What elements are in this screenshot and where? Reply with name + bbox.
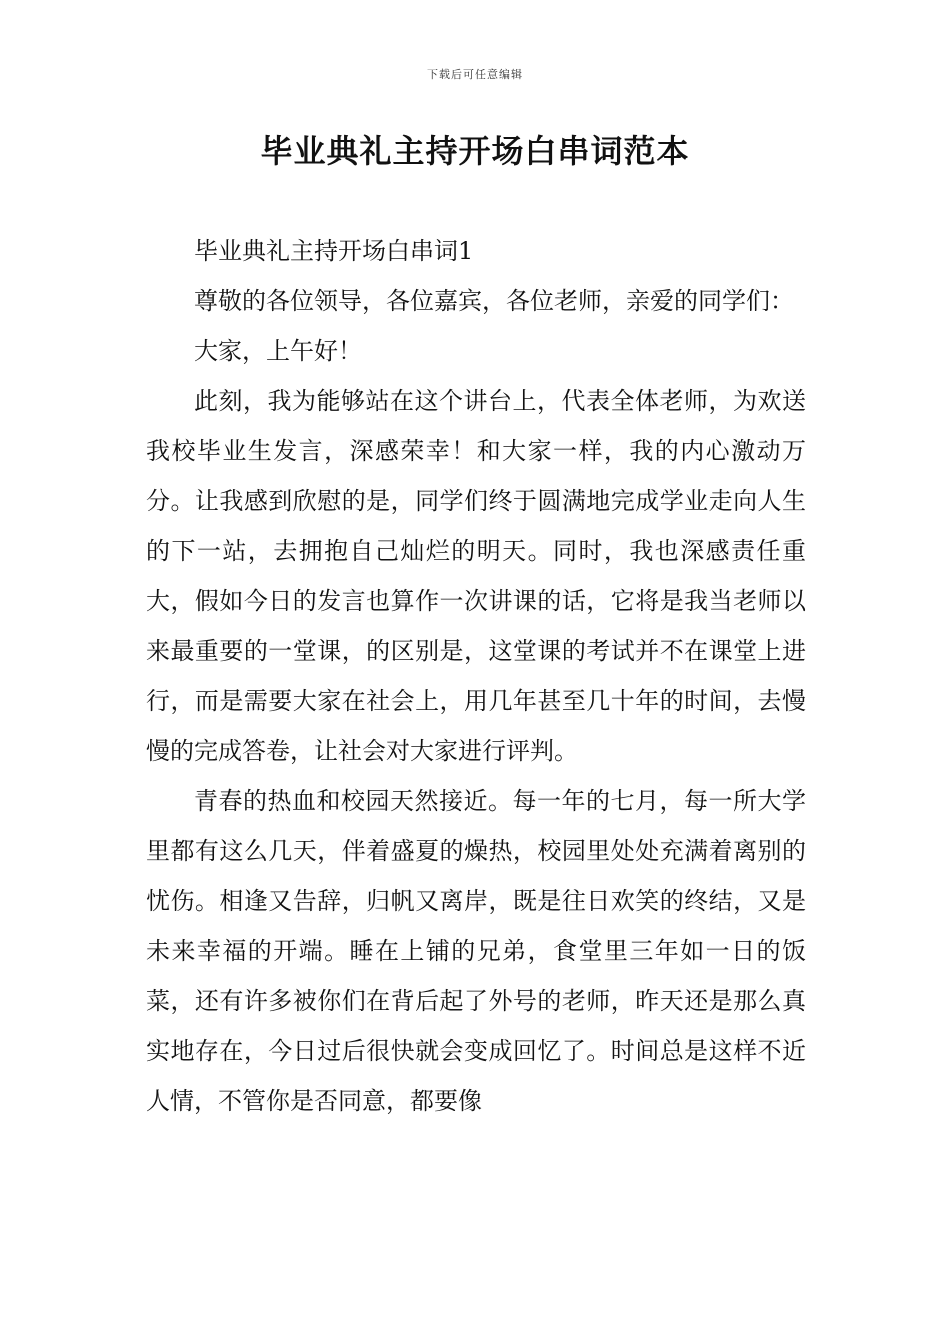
header-note: 下载后可任意编辑	[427, 68, 523, 81]
paragraph-subtitle: 毕业典礼主持开场白串词1	[194, 237, 474, 265]
paragraph-body-2: 青春的热血和校园天然接近。每一年的七月，每一所大学里都有这么几天，伴着盛夏的燥热，校园里处处充满着离别的忧伤。相逢又告辞，归帆又离岸，既是往日欢笑的终结，又是未来幸福的开端。睡在上铺的兄弟，食堂里三年如一日的饭菜，还有许多被你们在背后起了外号的老师，昨天还是那么真实地存在，今日过后很快就会变成回忆了。时间总是这样不近人情，不管你是否同意，都要像	[146, 787, 806, 1115]
document-body	[146, 226, 806, 1126]
document-title: 毕业典礼主持开场白串词范本	[260, 132, 690, 170]
paragraph-greeting: 大家，上午好！	[194, 337, 362, 365]
paragraph-body-1: 此刻，我为能够站在这个讲台上，代表全体老师，为欢送我校毕业生发言，深感荣幸！和大家一样，我的内心激动万分。让我感到欣慰的是，同学们终于圆满地完成学业走向人生的下一站，去拥抱自己灿烂的明天。同时，我也深感责任重大，假如今日的发言也算作一次讲课的话，它将是我当老师以来最重要的一堂课，的区别是，这堂课的考试并不在课堂上进行，而是需要大家在社会上，用几年甚至几十年的时间，去慢慢的完成答卷，让社会对大家进行评判。	[146, 387, 806, 765]
paragraph-salutation: 尊敬的各位领导，各位嘉宾，各位老师，亲爱的同学们：	[194, 287, 794, 315]
